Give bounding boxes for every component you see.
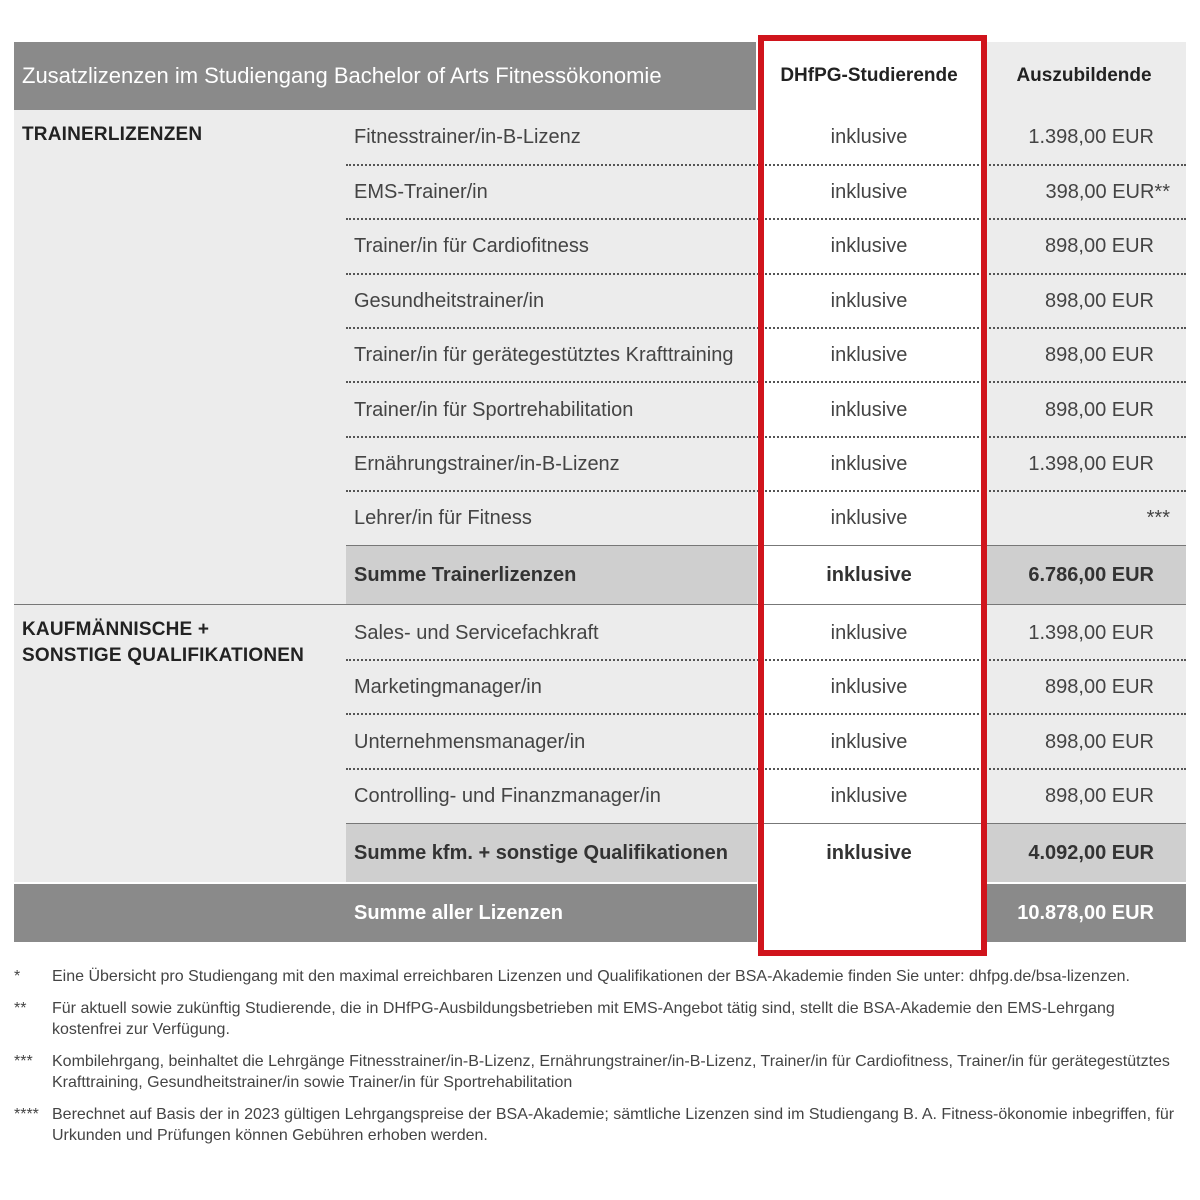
license-name: Controlling- und Finanzmanager/in	[354, 784, 661, 807]
dhfpg-value: inklusive	[830, 730, 908, 753]
table-row	[0, 606, 1200, 660]
footnote	[14, 966, 1184, 987]
table-row	[0, 715, 1200, 769]
license-name: Trainer/in für Sportrehabilitation	[354, 398, 634, 421]
section-label-trainerlizenzen: TRAINERLIZENZEN	[22, 124, 203, 145]
table-row	[0, 491, 1200, 545]
license-name: Unternehmensmanager/in	[354, 730, 586, 753]
table-row	[0, 110, 1200, 164]
sum-label: Summe Trainerlizenzen	[354, 563, 577, 586]
table-row	[0, 328, 1200, 382]
sum-dhfpg-value: inklusive	[826, 841, 912, 864]
license-name: Sales- und Servicefachkraft	[354, 621, 599, 644]
footnote	[14, 998, 1184, 1040]
footnote-text: Berechnet auf Basis der in 2023 gültigen Lehrgangspreise der BSA-Akademie; sämtliche Lizenzen sind im Studiengang B. A. Fitness-ökonomie inbegriffen, für Urkunden und Prüfungen können Gebühren erhoben werden.	[52, 1106, 1175, 1144]
footnote-text: Eine Übersicht pro Studiengang mit den maximal erreichbaren Lizenzen und Qualifikationen der BSA-Akademie finden Sie unter: dhfpg.de/bsa-lizenzen.	[52, 968, 1130, 985]
table-row	[0, 437, 1200, 491]
price-value: 898,00 EUR	[1045, 730, 1154, 753]
license-name: Lehrer/in für Fitness	[354, 506, 532, 529]
price-value: ***	[1146, 506, 1170, 529]
footnote-text: Kombilehrgang, beinhaltet die Lehrgänge Fitnesstrainer/in-B-Lizenz, Ernährungstrainer/in-B-Lizenz, Trainer/in für Cardiofitness, Trainer/in für gerätegestütztes Krafttraining, Gesundheitstrainer/in sowie Trainer/in für Sportrehabilitation	[52, 1053, 1170, 1091]
license-name: EMS-Trainer/in	[354, 180, 488, 203]
dhfpg-value: inklusive	[830, 180, 908, 203]
price-value: 898,00 EUR	[1045, 343, 1154, 366]
row-divider	[346, 823, 1186, 824]
dhfpg-value: inklusive	[830, 452, 908, 475]
footnote-mark: ****	[14, 1106, 39, 1123]
footnote-mark: ***	[14, 1053, 33, 1070]
dhfpg-value: inklusive	[830, 784, 908, 807]
sum-price-value: 4.092,00 EUR	[1028, 841, 1154, 864]
total-price-value: 10.878,00 EUR	[1017, 901, 1154, 924]
license-name: Trainer/in für gerätegestütztes Krafttraining	[354, 343, 734, 366]
footnote-text: Für aktuell sowie zukünftig Studierende, die in DHfPG-Ausbildungsbetrieben mit EMS-Angebot tätig sind, stellt die BSA-Akademie den EMS-Lehrgang kostenfrei zur Verfügung.	[52, 1000, 1115, 1038]
license-name: Trainer/in für Cardiofitness	[354, 234, 589, 257]
table-row	[0, 165, 1200, 219]
column-header-auszubildende: Auszubildende	[982, 42, 1186, 110]
footnote-mark: *	[14, 968, 21, 985]
dhfpg-value: inklusive	[830, 398, 908, 421]
license-name: Fitnesstrainer/in-B-Lizenz	[354, 125, 581, 148]
sum-row-trainerlizenzen	[0, 548, 1200, 602]
dhfpg-value: inklusive	[830, 675, 908, 698]
price-value: 1.398,00 EUR	[1028, 125, 1154, 148]
price-value: 898,00 EUR	[1045, 234, 1154, 257]
license-name: Marketingmanager/in	[354, 675, 542, 698]
dhfpg-value: inklusive	[830, 289, 908, 312]
dhfpg-value: inklusive	[830, 621, 908, 644]
price-value: 1.398,00 EUR	[1028, 621, 1154, 644]
table-row	[0, 219, 1200, 273]
sum-label: Summe kfm. + sonstige Qualifikationen	[354, 841, 728, 864]
total-dhfpg-value: inklusive	[826, 901, 912, 924]
sum-price-value: 6.786,00 EUR	[1028, 563, 1154, 586]
footnotes	[14, 966, 1184, 1157]
footnote	[14, 1051, 1184, 1093]
table-row	[0, 383, 1200, 437]
price-value: 398,00 EUR**	[1045, 180, 1170, 203]
row-divider	[346, 545, 1186, 546]
price-value: 898,00 EUR	[1045, 675, 1154, 698]
total-label: Summe aller Lizenzen	[354, 901, 563, 924]
price-value: 898,00 EUR	[1045, 398, 1154, 421]
dhfpg-value: inklusive	[830, 125, 908, 148]
table-row	[0, 769, 1200, 823]
license-name: Ernährungstrainer/in-B-Lizenz	[354, 452, 620, 475]
footnote-mark: **	[14, 1000, 27, 1017]
footnote	[14, 1104, 1184, 1146]
table-row	[0, 274, 1200, 328]
dhfpg-value: inklusive	[830, 343, 908, 366]
sum-dhfpg-value: inklusive	[826, 563, 912, 586]
price-value: 898,00 EUR	[1045, 784, 1154, 807]
license-name: Gesundheitstrainer/in	[354, 289, 545, 312]
total-row	[0, 886, 1200, 940]
table-row	[0, 660, 1200, 714]
section-label-kaufmaennische: KAUFMÄNNISCHE + SONSTIGE QUALIFIKATIONEN	[22, 619, 305, 666]
sum-row-kaufmaennisch	[0, 826, 1200, 880]
price-value: 1.398,00 EUR	[1028, 452, 1154, 475]
column-header-dhfpg: DHfPG-Studierende	[757, 42, 981, 110]
dhfpg-value: inklusive	[830, 506, 908, 529]
table-title: Zusatzlizenzen im Studiengang Bachelor of Arts Fitnessökonomie	[14, 42, 756, 110]
price-value: 898,00 EUR	[1045, 289, 1154, 312]
section-divider	[14, 604, 1186, 605]
dhfpg-value: inklusive	[830, 234, 908, 257]
